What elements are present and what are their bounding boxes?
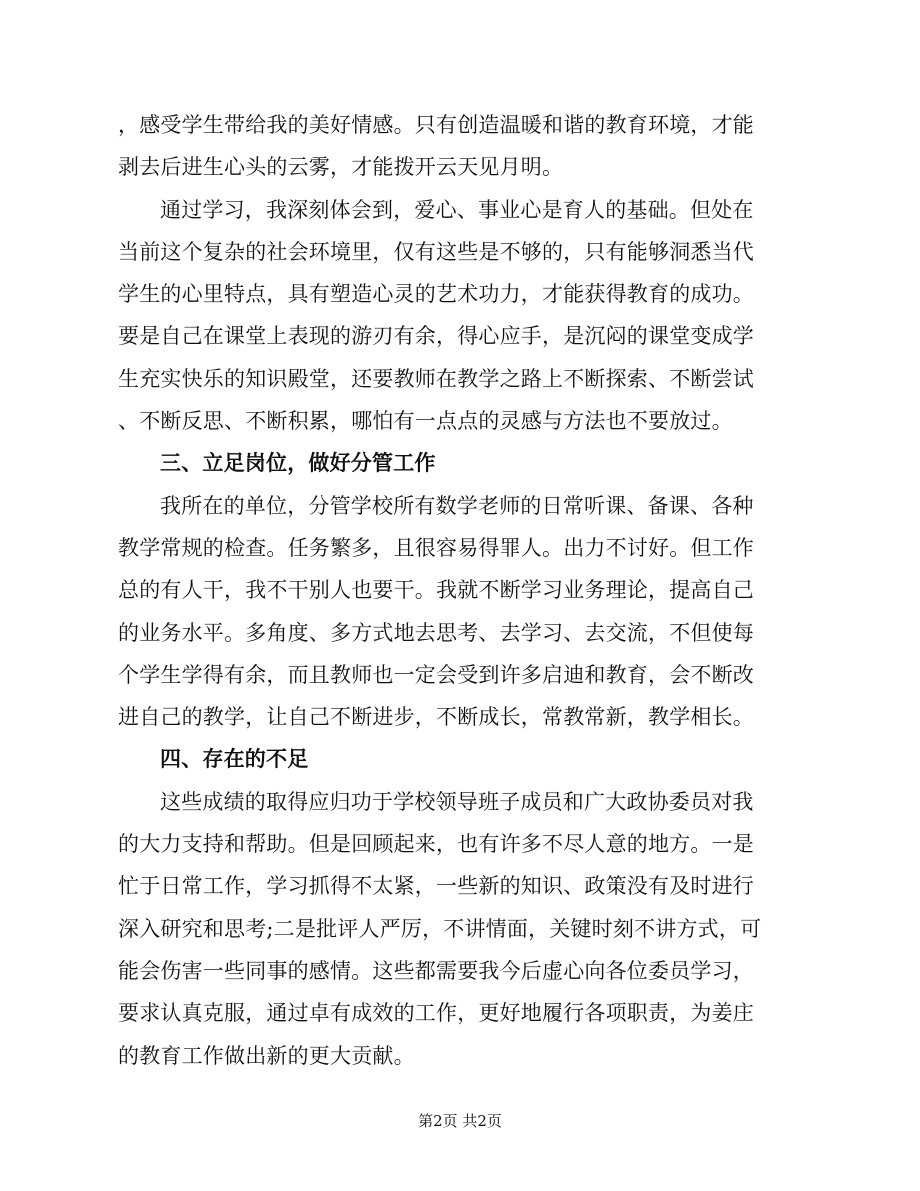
- paragraph-line: 要是自己在课堂上表现的游刃有余，得心应手，是沉闷的课堂变成学: [118, 324, 754, 349]
- paragraph-line: 学生的心里特点，具有塑造心灵的艺术功力，才能获得教育的成功。: [118, 282, 754, 307]
- paragraph-line: 这些成绩的取得应归功于学校领导班子成员和广大政协委员对我: [160, 789, 754, 814]
- document-body: [118, 104, 818, 1077]
- paragraph-line: 教学常规的检查。任务繁多，且很容易得罪人。出力不讨好。但工作: [118, 535, 754, 560]
- paragraph-line: 的大力支持和帮助。但是回顾起来，也有许多不尽人意的地方。一是: [118, 832, 754, 857]
- paragraph-line: 剥去后进生心头的云雾，才能拨开云天见月明。: [118, 155, 564, 180]
- paragraph-line: 忙于日常工作，学习抓得不太紧，一些新的知识、政策没有及时进行: [118, 874, 754, 899]
- page-footer: 第2页 共2页: [418, 1112, 502, 1130]
- paragraph-line: 、不断反思、不断积累，哪怕有一点点的灵感与方法也不要放过。: [118, 409, 733, 434]
- paragraph-line: 的教育工作做出新的更大贡献。: [118, 1043, 415, 1068]
- paragraph-line: 的业务水平。多角度、多方式地去思考、去学习、去交流，不但使每: [118, 620, 754, 645]
- paragraph-line: 深入研究和思考;二是批评人严厉，不讲情面，关键时刻不讲方式，可: [118, 916, 762, 941]
- paragraph-line: 当前这个复杂的社会环境里，仅有这些是不够的，只有能够洞悉当代: [118, 239, 754, 264]
- section-heading: 三、立足岗位，做好分管工作: [160, 450, 436, 476]
- paragraph-line: 通过学习，我深刻体会到，爱心、事业心是育人的基础。但处在: [160, 197, 754, 222]
- paragraph-line: 能会伤害一些同事的感情。这些都需要我今后虚心向各位委员学习，: [118, 958, 754, 983]
- paragraph-line: 个学生学得有余，而且教师也一定会受到许多启迪和教育，会不断改: [118, 662, 754, 687]
- paragraph-line: 要求认真克服，通过卓有成效的工作，更好地履行各项职责，为姜庄: [118, 1001, 754, 1026]
- paragraph-line: 我所在的单位，分管学校所有数学老师的日常听课、备课、各种: [160, 493, 754, 518]
- paragraph-line: ，感受学生带给我的美好情感。只有创造温暖和谐的教育环境，才能: [118, 113, 754, 137]
- paragraph-line: 总的有人干，我不干别人也要干。我就不断学习业务理论，提高自己: [118, 578, 754, 603]
- section-heading: 四、存在的不足: [160, 746, 309, 772]
- paragraph-line: 进自己的教学，让自己不断进步，不断成长，常教常新，教学相长。: [118, 705, 754, 730]
- paragraph-line: 生充实快乐的知识殿堂，还要教师在教学之路上不断探索、不断尝试: [118, 366, 754, 391]
